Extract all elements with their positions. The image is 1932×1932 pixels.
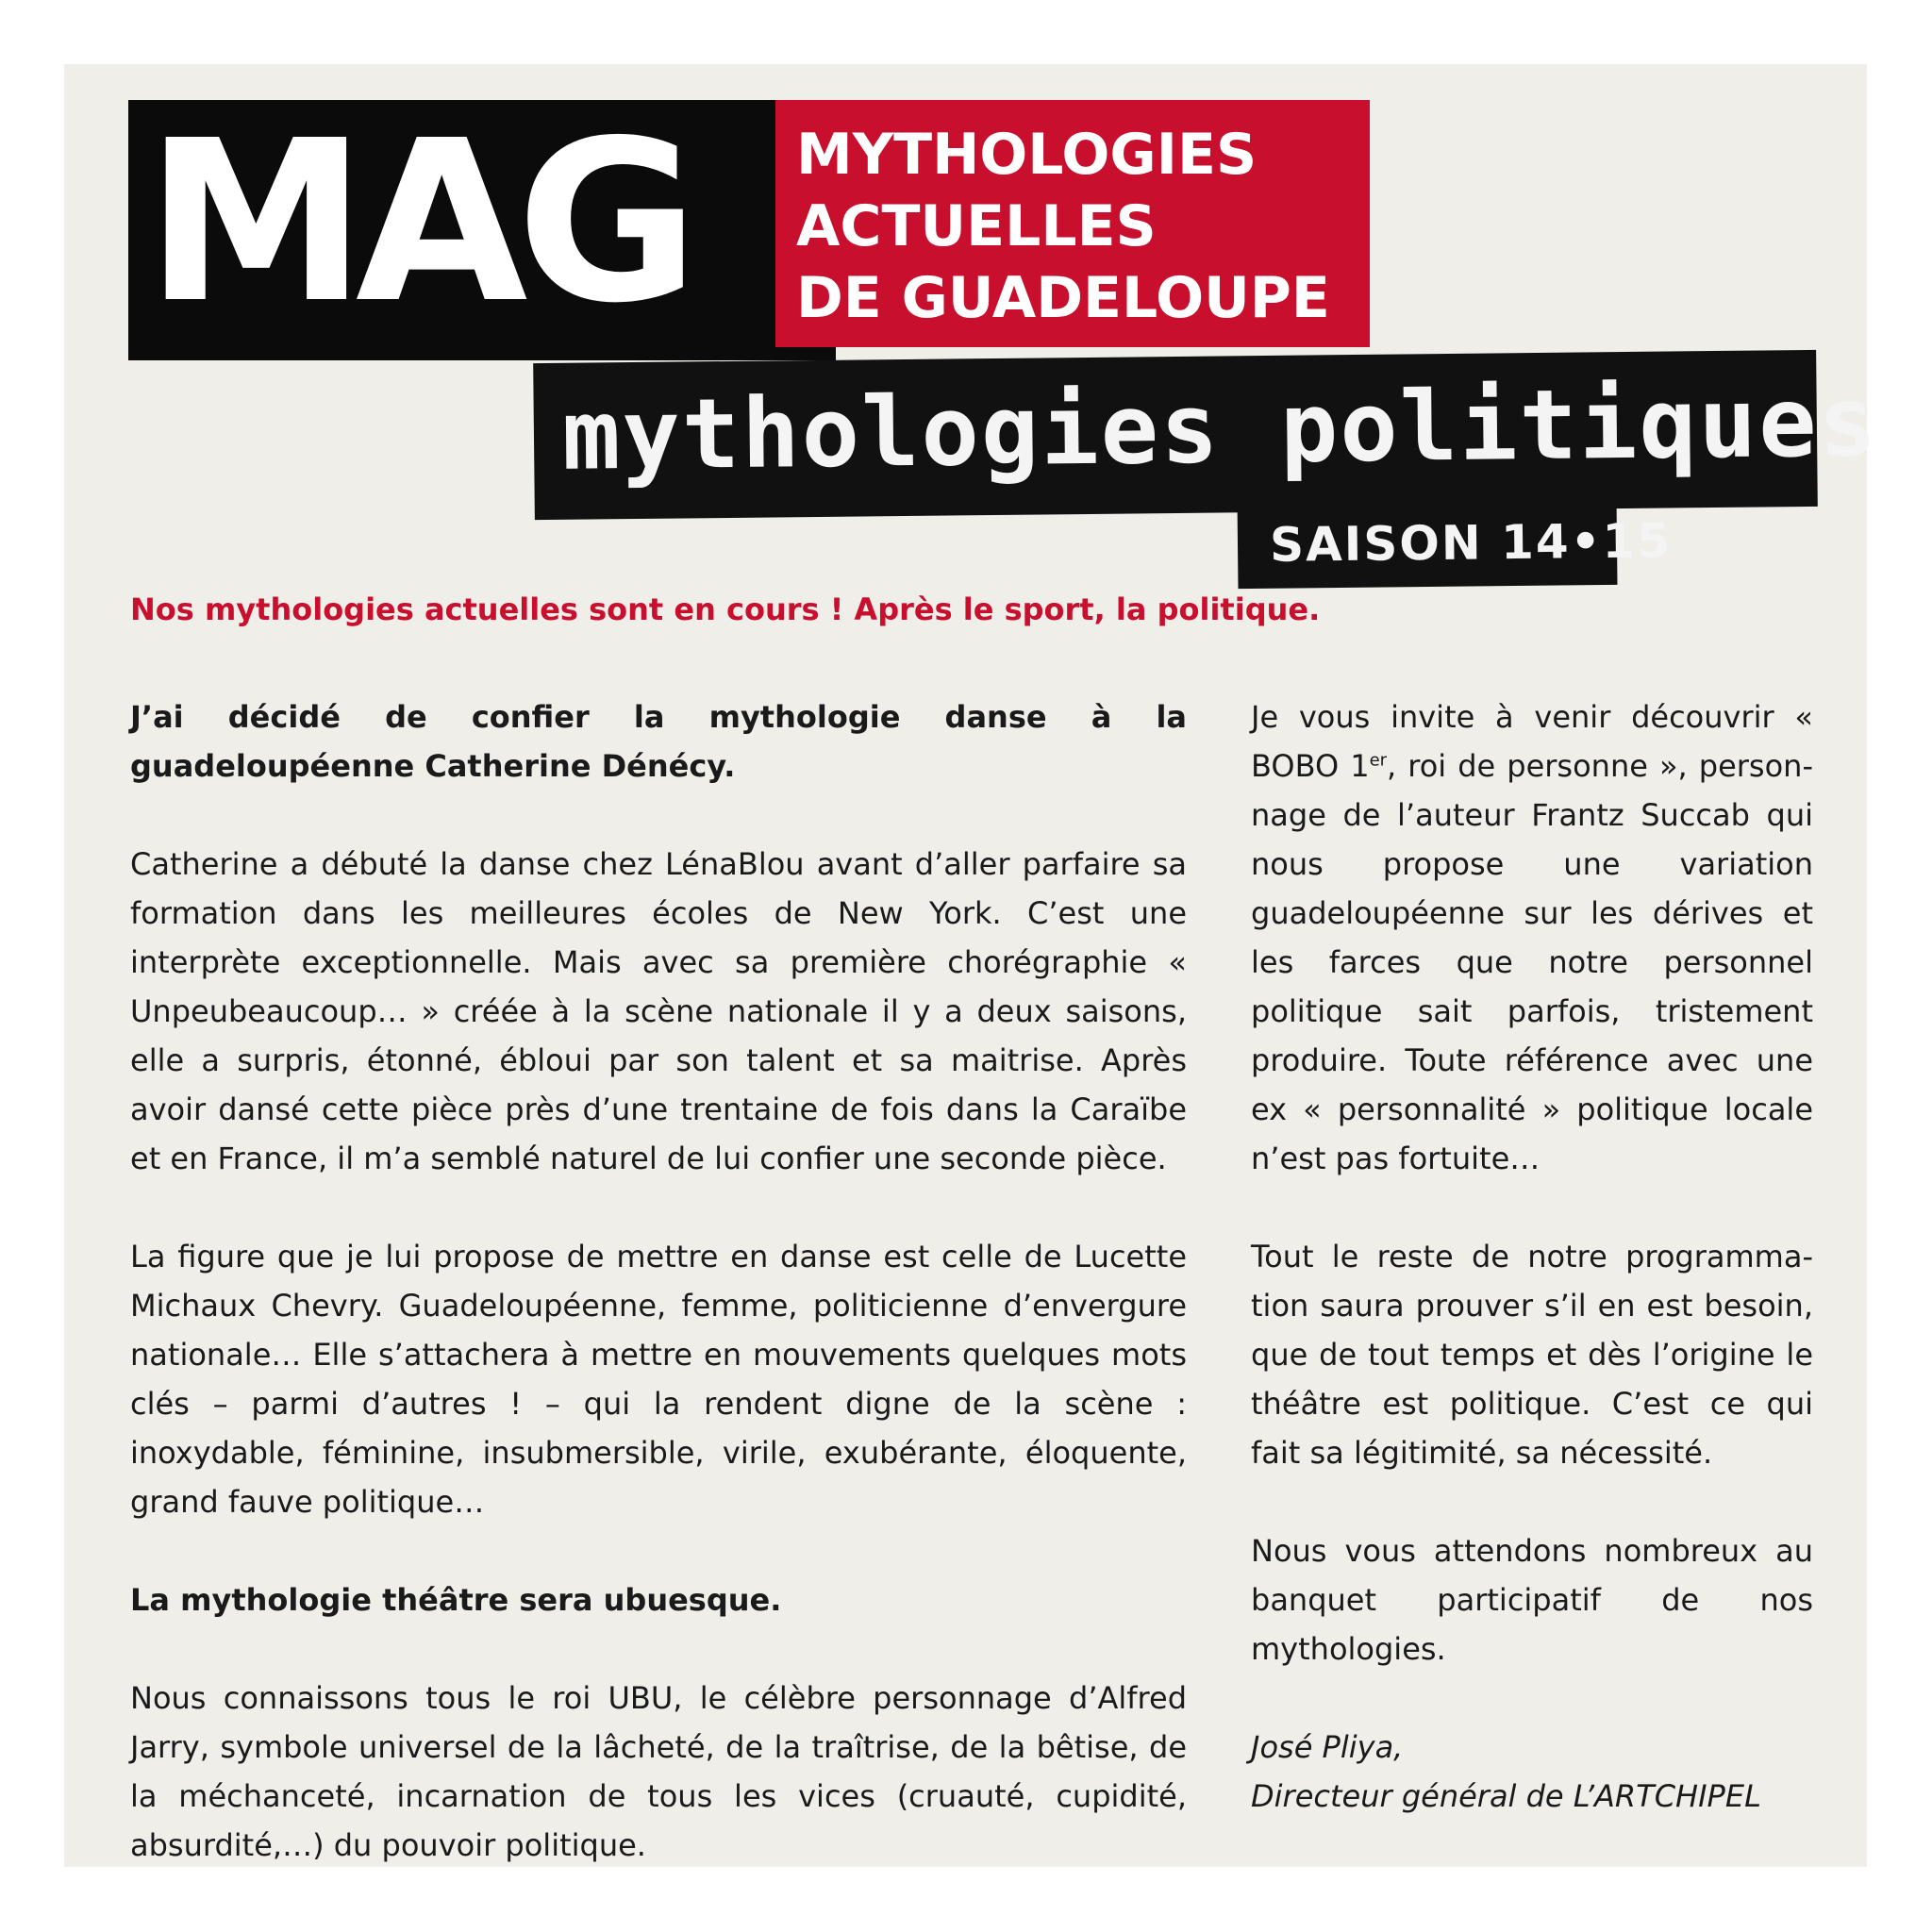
page-background: [64, 64, 1879, 1867]
intro-headline: Nos mythologies actuelles sont en cours ! Après le sport, la politique.: [130, 591, 1321, 627]
theme-title-stamp: [533, 350, 1879, 520]
subtitle-banner: [775, 100, 1370, 347]
mag-logo-text: MAG: [145, 100, 689, 352]
season-label: SAISON 14•15: [1269, 513, 1673, 573]
paragraph-text: , roi de personne », personnage de l’auteur Frantz Succab qui nous propose une variation guadeloupéenne sur les dérives et les farces que notre personnel politique sait parfois, tristement produire. Toute référence avec une ex « personnalité » politique locale n’est pas fortuite…: [1251, 748, 1814, 1176]
subtitle-line: MYTHOLOGIES: [796, 122, 1257, 188]
mag-logo-block: [128, 100, 836, 360]
right-column: [1251, 692, 1813, 1821]
paragraph: Catherine a débuté la danse chez LénaBlou avant d’aller parfaire sa formation dans les meilleures écoles de New York. C’est une interprète exceptionnelle. Mais avec sa première chorégraphie « Unpeubeaucoup… » créée à la scène nationale il y a deux saisons, elle a surpris, étonné, ébloui par son talent et sa maitrise. Après avoir dansé cette pièce près d’une trentaine de fois dans la Caraïbe et en France, il m’a semblé naturel de lui confier une seconde pièce.: [130, 846, 1187, 1176]
paragraph: Nous connaissons tous le roi UBU, le célèbre personnage d’Alfred Jarry, symbole universel de la lâcheté, de la traîtrise, de la bêtise, de la méchanceté, incarnation de tous les vices (cruauté, cupidité, absurdité,…) du pouvoir politique.: [130, 1680, 1187, 1863]
signature: [1251, 1723, 1813, 1821]
paragraph: J’ai décidé de confier la mythologie danse à la guadeloupéenne Catherine Dénécy.: [130, 699, 1187, 784]
paragraph: [1251, 692, 1813, 1183]
paragraph: Nous vous attendons nombreux au banquet participatif de nos mythologies.: [1251, 1533, 1813, 1667]
season-stamp: [1238, 496, 1673, 589]
left-column: [130, 692, 1187, 1919]
superscript: er: [1369, 750, 1388, 771]
paragraph: Tout le reste de notre programmation saura prouver s’il en est besoin, que de tout temps et dès l’origine le théâtre est politique. C’est ce qui fait sa légitimité, sa nécessité.: [1251, 1239, 1813, 1471]
signature-title: Directeur général de L’ARTCHIPEL: [1251, 1778, 1761, 1814]
subtitle-line: DE GUADELOUPE: [796, 265, 1330, 331]
paragraph: La mythologie théâtre sera ubuesque.: [130, 1582, 782, 1618]
subtitle-line: ACTUELLES: [796, 193, 1157, 259]
paragraph-text: Je vous invite à venir découvrir « BOBO 1: [1251, 699, 1813, 784]
theme-title: mythologies politiques: [561, 366, 1879, 492]
signature-name: José Pliya,: [1251, 1729, 1404, 1765]
paragraph: La figure que je lui propose de mettre en danse est celle de Lucette Michaux Chevry. Guadeloupéenne, femme, politicienne d’envergure nationale… Elle s’attachera à mettre en mouvements quelques mots clés – parmi d’autres ! – qui la rendent digne de la scène : inoxydable, féminine, insubmersible, virile, exubérante, éloquente, grand fauve politique…: [130, 1239, 1187, 1520]
